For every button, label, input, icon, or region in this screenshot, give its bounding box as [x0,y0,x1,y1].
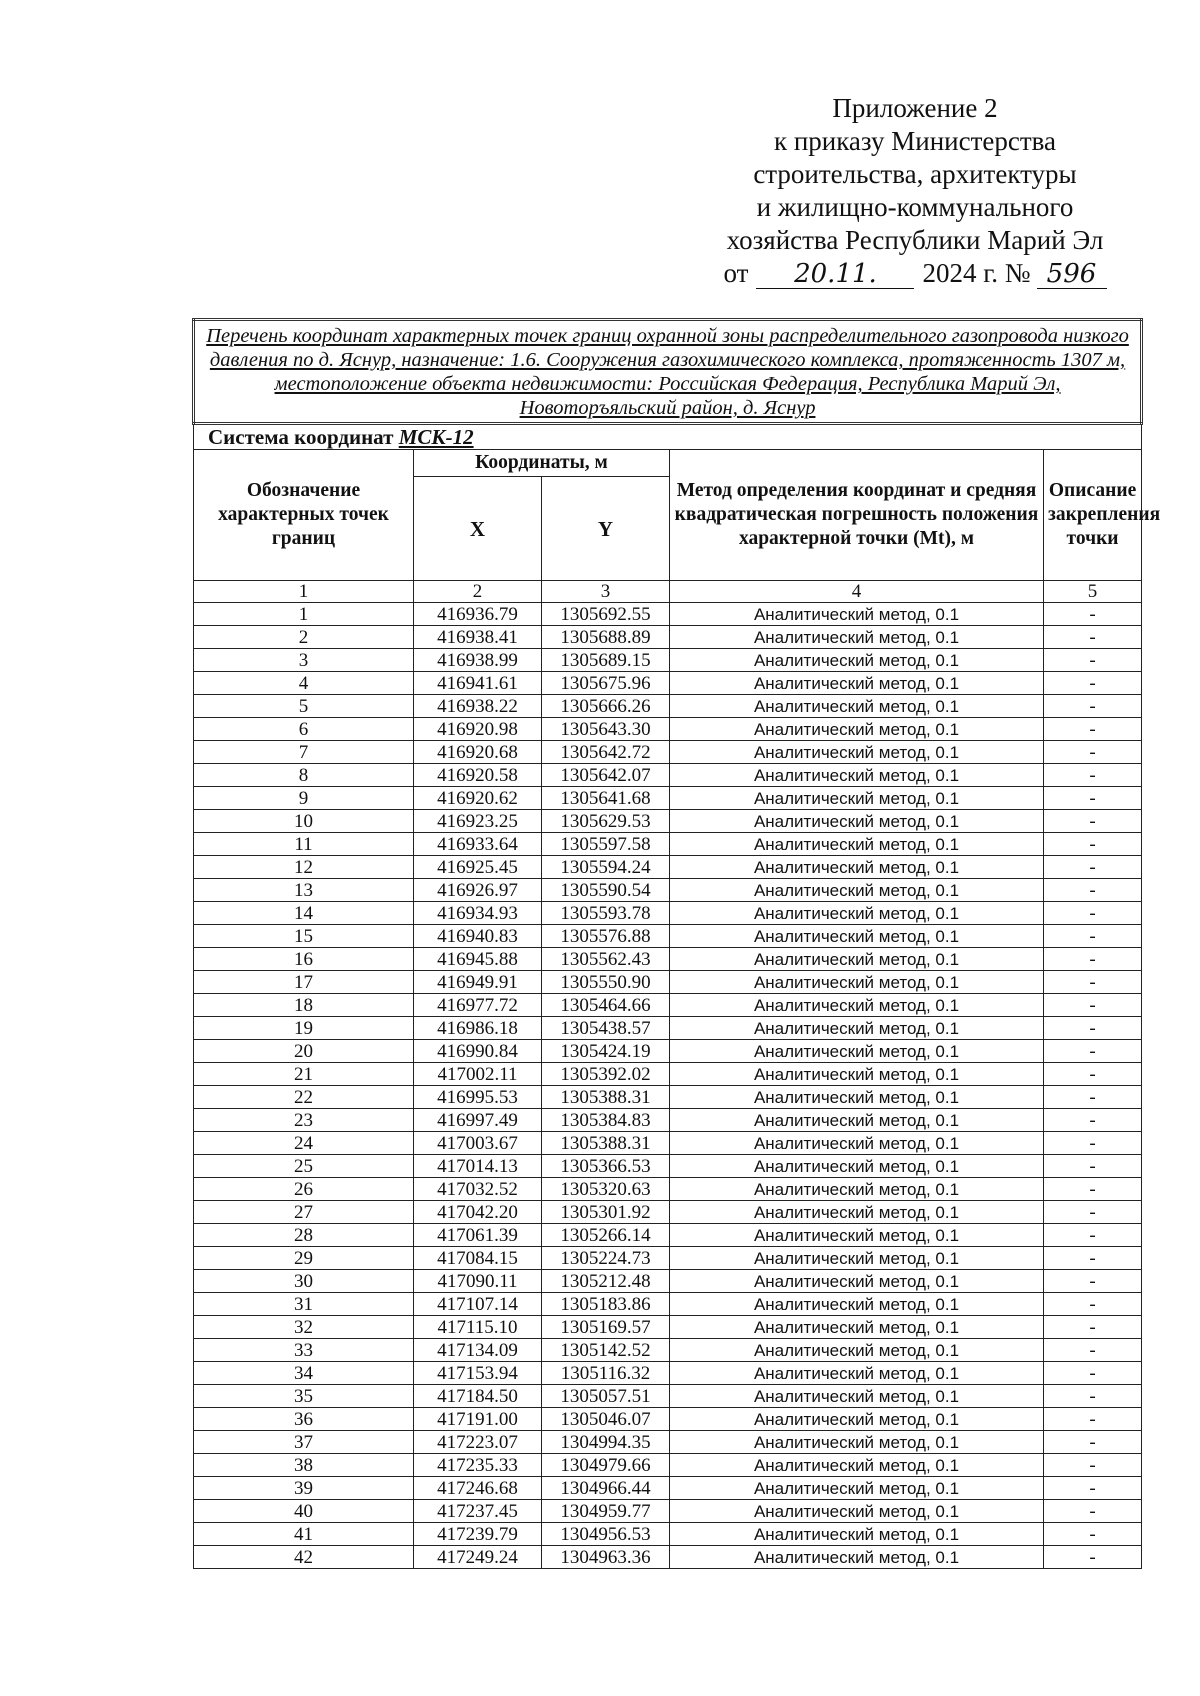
method-cell: Аналитический метод, 0.1 [670,787,1044,810]
table-row [194,856,1142,879]
x-coordinate-cell: 416977.72 [414,994,542,1017]
description-cell: - [1044,1063,1142,1086]
method-cell: Аналитический метод, 0.1 [670,1500,1044,1523]
point-number-cell: 27 [194,1201,414,1224]
description-cell: - [1044,833,1142,856]
table-row [194,1247,1142,1270]
table-row [194,1477,1142,1500]
method-cell: Аналитический метод, 0.1 [670,626,1044,649]
order-number-handwritten: 596 [1037,260,1107,289]
y-coordinate-cell: 1304956.53 [542,1523,670,1546]
description-cell: - [1044,1477,1142,1500]
description-cell: - [1044,971,1142,994]
y-coordinate-cell: 1305046.07 [542,1408,670,1431]
point-number-cell: 39 [194,1477,414,1500]
description-cell: - [1044,810,1142,833]
table-row [194,741,1142,764]
table-row [194,879,1142,902]
method-cell: Аналитический метод, 0.1 [670,718,1044,741]
table-row [194,718,1142,741]
table-title: Перечень координат характерных точек границ охранной зоны распределительного газопровода низкого давления по д. Яснур, назначение: 1.6. Сооружения газохимического комплекса, протяженность 1307 м, местоположение объекта недвижимости: Российская Федерация, Республика Марий Эл, Новоторъяльский район, д. Яснур [194,320,1142,424]
description-cell: - [1044,902,1142,925]
table-row [194,971,1142,994]
table-row [194,1316,1142,1339]
method-cell: Аналитический метод, 0.1 [670,1362,1044,1385]
table-row [194,1293,1142,1316]
table-row [194,764,1142,787]
appendix-header [680,92,1150,290]
point-number-cell: 15 [194,925,414,948]
x-coordinate-cell: 417084.15 [414,1247,542,1270]
x-coordinate-cell: 417184.50 [414,1385,542,1408]
description-cell: - [1044,1500,1142,1523]
y-coordinate-cell: 1305689.15 [542,649,670,672]
description-cell: - [1044,1362,1142,1385]
y-coordinate-cell: 1305562.43 [542,948,670,971]
x-coordinate-cell: 417235.33 [414,1454,542,1477]
description-cell: - [1044,948,1142,971]
method-cell: Аналитический метод, 0.1 [670,1454,1044,1477]
description-cell: - [1044,603,1142,626]
x-coordinate-cell: 417003.67 [414,1132,542,1155]
point-number-cell: 21 [194,1063,414,1086]
point-number-cell: 13 [194,879,414,902]
x-coordinate-cell: 416940.83 [414,925,542,948]
point-number-cell: 22 [194,1086,414,1109]
method-cell: Аналитический метод, 0.1 [670,603,1044,626]
header-line: Приложение 2 [832,93,998,123]
y-coordinate-cell: 1305142.52 [542,1339,670,1362]
column-number: 4 [670,581,1044,603]
method-cell: Аналитический метод, 0.1 [670,1201,1044,1224]
method-cell: Аналитический метод, 0.1 [670,1431,1044,1454]
point-number-cell: 35 [194,1385,414,1408]
method-cell: Аналитический метод, 0.1 [670,1293,1044,1316]
x-coordinate-cell: 416995.53 [414,1086,542,1109]
table-row [194,649,1142,672]
table-row [194,810,1142,833]
point-number-cell: 4 [194,672,414,695]
description-cell: - [1044,1385,1142,1408]
point-number-cell: 11 [194,833,414,856]
table-row [194,902,1142,925]
coordinates-table [192,318,1161,1569]
point-number-cell: 19 [194,1017,414,1040]
method-cell: Аналитический метод, 0.1 [670,1270,1044,1293]
coordinate-system-value: МСК-12 [398,425,474,449]
column-number: 3 [542,581,670,603]
y-coordinate-cell: 1305464.66 [542,994,670,1017]
x-coordinate-cell: 416997.49 [414,1109,542,1132]
point-number-cell: 29 [194,1247,414,1270]
x-coordinate-cell: 416933.64 [414,833,542,856]
description-cell: - [1044,1040,1142,1063]
x-coordinate-cell: 416923.25 [414,810,542,833]
method-cell: Аналитический метод, 0.1 [670,672,1044,695]
y-coordinate-cell: 1305224.73 [542,1247,670,1270]
method-cell: Аналитический метод, 0.1 [670,1385,1044,1408]
method-cell: Аналитический метод, 0.1 [670,1132,1044,1155]
method-cell: Аналитический метод, 0.1 [670,1155,1044,1178]
y-coordinate-cell: 1305666.26 [542,695,670,718]
description-cell: - [1044,1408,1142,1431]
description-cell: - [1044,718,1142,741]
method-cell: Аналитический метод, 0.1 [670,833,1044,856]
y-coordinate-cell: 1305642.72 [542,741,670,764]
y-coordinate-cell: 1305320.63 [542,1178,670,1201]
point-number-cell: 20 [194,1040,414,1063]
y-coordinate-cell: 1305590.54 [542,879,670,902]
table-row [194,1454,1142,1477]
point-number-cell: 24 [194,1132,414,1155]
x-coordinate-cell: 416938.99 [414,649,542,672]
point-number-cell: 37 [194,1431,414,1454]
x-coordinate-cell: 417090.11 [414,1270,542,1293]
table-row [194,994,1142,1017]
point-number-cell: 34 [194,1362,414,1385]
point-number-cell: 26 [194,1178,414,1201]
method-cell: Аналитический метод, 0.1 [670,1408,1044,1431]
method-cell: Аналитический метод, 0.1 [670,971,1044,994]
point-number-cell: 40 [194,1500,414,1523]
y-coordinate-cell: 1305057.51 [542,1385,670,1408]
method-cell: Аналитический метод, 0.1 [670,1546,1044,1569]
table-row [194,1546,1142,1569]
x-coordinate-cell: 417014.13 [414,1155,542,1178]
description-cell: - [1044,1523,1142,1546]
method-cell: Аналитический метод, 0.1 [670,879,1044,902]
x-coordinate-cell: 416938.22 [414,695,542,718]
method-cell: Аналитический метод, 0.1 [670,1224,1044,1247]
description-cell: - [1044,1201,1142,1224]
description-cell: - [1044,879,1142,902]
y-coordinate-cell: 1304994.35 [542,1431,670,1454]
table-row [194,1523,1142,1546]
y-coordinate-cell: 1305424.19 [542,1040,670,1063]
method-cell: Аналитический метод, 0.1 [670,1178,1044,1201]
y-coordinate-cell: 1305116.32 [542,1362,670,1385]
y-coordinate-cell: 1305593.78 [542,902,670,925]
method-cell: Аналитический метод, 0.1 [670,1477,1044,1500]
y-coordinate-cell: 1305388.31 [542,1086,670,1109]
point-number-cell: 23 [194,1109,414,1132]
y-coordinate-cell: 1305643.30 [542,718,670,741]
point-number-cell: 25 [194,1155,414,1178]
column-number: 1 [194,581,414,603]
column-numbers-row [194,581,1142,603]
y-coordinate-cell: 1305266.14 [542,1224,670,1247]
table-row [194,1408,1142,1431]
table-row [194,925,1142,948]
x-coordinate-cell: 417191.00 [414,1408,542,1431]
table-row [194,833,1142,856]
x-coordinate-cell: 417115.10 [414,1316,542,1339]
x-coordinate-cell: 417061.39 [414,1224,542,1247]
x-coordinate-cell: 417223.07 [414,1431,542,1454]
point-number-cell: 2 [194,626,414,649]
table-row [194,1178,1142,1201]
x-coordinate-cell: 416934.93 [414,902,542,925]
description-cell: - [1044,1454,1142,1477]
x-coordinate-cell: 417107.14 [414,1293,542,1316]
point-number-cell: 1 [194,603,414,626]
y-coordinate-cell: 1304979.66 [542,1454,670,1477]
x-coordinate-cell: 416945.88 [414,948,542,971]
point-number-cell: 28 [194,1224,414,1247]
coordinate-system [194,424,1142,450]
x-coordinate-cell: 416920.68 [414,741,542,764]
method-cell: Аналитический метод, 0.1 [670,1109,1044,1132]
y-coordinate-cell: 1305384.83 [542,1109,670,1132]
description-cell: - [1044,626,1142,649]
y-coordinate-cell: 1305675.96 [542,672,670,695]
table-row [194,1224,1142,1247]
x-coordinate-cell: 416938.41 [414,626,542,649]
point-number-cell: 17 [194,971,414,994]
table-row [194,695,1142,718]
x-coordinate-cell: 416925.45 [414,856,542,879]
x-coordinate-cell: 417249.24 [414,1546,542,1569]
table-row [194,1431,1142,1454]
description-cell: - [1044,1546,1142,1569]
y-coordinate-cell: 1305392.02 [542,1063,670,1086]
table-row [194,1155,1142,1178]
description-cell: - [1044,1224,1142,1247]
table-row [194,672,1142,695]
order-date-line [680,257,1150,290]
point-number-cell: 10 [194,810,414,833]
x-coordinate-cell: 416986.18 [414,1017,542,1040]
description-cell: - [1044,1339,1142,1362]
x-coordinate-cell: 417246.68 [414,1477,542,1500]
table-row [194,1086,1142,1109]
point-number-cell: 18 [194,994,414,1017]
x-coordinate-cell: 416920.98 [414,718,542,741]
y-coordinate-cell: 1305642.07 [542,764,670,787]
description-cell: - [1044,1132,1142,1155]
table-row [194,787,1142,810]
y-coordinate-cell: 1304959.77 [542,1500,670,1523]
column-number: 5 [1044,581,1142,603]
table-row [194,1385,1142,1408]
y-coordinate-cell: 1304966.44 [542,1477,670,1500]
x-coordinate-cell: 417032.52 [414,1178,542,1201]
method-cell: Аналитический метод, 0.1 [670,1040,1044,1063]
point-number-cell: 38 [194,1454,414,1477]
description-cell: - [1044,1178,1142,1201]
method-cell: Аналитический метод, 0.1 [670,1086,1044,1109]
method-cell: Аналитический метод, 0.1 [670,902,1044,925]
order-date-handwritten: 20.11. [756,260,914,289]
description-cell: - [1044,672,1142,695]
description-cell: - [1044,1155,1142,1178]
table-row [194,603,1142,626]
description-cell: - [1044,741,1142,764]
table-row [194,1040,1142,1063]
point-number-cell: 33 [194,1339,414,1362]
header-line: и жилищно-коммунального [756,192,1074,222]
method-cell: Аналитический метод, 0.1 [670,810,1044,833]
method-cell: Аналитический метод, 0.1 [670,1063,1044,1086]
description-cell: - [1044,994,1142,1017]
header-line: хозяйства Республики Марий Эл [726,225,1104,255]
description-cell: - [1044,1293,1142,1316]
method-cell: Аналитический метод, 0.1 [670,1523,1044,1546]
method-cell: Аналитический метод, 0.1 [670,948,1044,971]
method-cell: Аналитический метод, 0.1 [670,1017,1044,1040]
point-number-cell: 8 [194,764,414,787]
header-description: Описание закрепления точки [1044,450,1142,581]
order-year: 2024 г. № [922,258,1031,288]
y-coordinate-cell: 1304963.36 [542,1546,670,1569]
y-coordinate-cell: 1305183.86 [542,1293,670,1316]
y-coordinate-cell: 1305169.57 [542,1316,670,1339]
table-row [194,1109,1142,1132]
x-coordinate-cell: 416941.61 [414,672,542,695]
header-method: Метод определения координат и средняя квадратическая погрешность положения характерной точки (Mt), м [670,450,1044,581]
point-number-cell: 5 [194,695,414,718]
y-coordinate-cell: 1305688.89 [542,626,670,649]
x-coordinate-cell: 417042.20 [414,1201,542,1224]
description-cell: - [1044,649,1142,672]
y-coordinate-cell: 1305641.68 [542,787,670,810]
point-number-cell: 31 [194,1293,414,1316]
table-row [194,1339,1142,1362]
description-cell: - [1044,764,1142,787]
point-number-cell: 14 [194,902,414,925]
method-cell: Аналитический метод, 0.1 [670,1339,1044,1362]
x-coordinate-cell: 416920.58 [414,764,542,787]
table-row [194,948,1142,971]
table-row [194,1362,1142,1385]
header-coordinates: Координаты, м [414,450,670,477]
point-number-cell: 12 [194,856,414,879]
order-prefix: от [723,258,749,288]
table-row [194,1132,1142,1155]
header-y: Y [542,477,670,581]
x-coordinate-cell: 417153.94 [414,1362,542,1385]
column-number: 2 [414,581,542,603]
table-row [194,1017,1142,1040]
table-row [194,1063,1142,1086]
coordinates-table-wrapper [192,318,1161,1569]
y-coordinate-cell: 1305576.88 [542,925,670,948]
method-cell: Аналитический метод, 0.1 [670,741,1044,764]
point-number-cell: 6 [194,718,414,741]
description-cell: - [1044,787,1142,810]
table-row [194,1201,1142,1224]
y-coordinate-cell: 1305388.31 [542,1132,670,1155]
y-coordinate-cell: 1305301.92 [542,1201,670,1224]
description-cell: - [1044,1316,1142,1339]
x-coordinate-cell: 416920.62 [414,787,542,810]
x-coordinate-cell: 417239.79 [414,1523,542,1546]
coordinate-system-label: Система координат [208,425,394,449]
point-number-cell: 42 [194,1546,414,1569]
y-coordinate-cell: 1305212.48 [542,1270,670,1293]
description-cell: - [1044,1270,1142,1293]
table-row [194,1270,1142,1293]
y-coordinate-cell: 1305550.90 [542,971,670,994]
x-coordinate-cell: 416990.84 [414,1040,542,1063]
y-coordinate-cell: 1305438.57 [542,1017,670,1040]
y-coordinate-cell: 1305692.55 [542,603,670,626]
x-coordinate-cell: 417002.11 [414,1063,542,1086]
description-cell: - [1044,1109,1142,1132]
description-cell: - [1044,1431,1142,1454]
method-cell: Аналитический метод, 0.1 [670,1247,1044,1270]
method-cell: Аналитический метод, 0.1 [670,925,1044,948]
point-number-cell: 30 [194,1270,414,1293]
method-cell: Аналитический метод, 0.1 [670,1316,1044,1339]
point-number-cell: 16 [194,948,414,971]
y-coordinate-cell: 1305597.58 [542,833,670,856]
header-x: X [414,477,542,581]
method-cell: Аналитический метод, 0.1 [670,649,1044,672]
method-cell: Аналитический метод, 0.1 [670,695,1044,718]
point-number-cell: 3 [194,649,414,672]
method-cell: Аналитический метод, 0.1 [670,856,1044,879]
x-coordinate-cell: 417134.09 [414,1339,542,1362]
x-coordinate-cell: 417237.45 [414,1500,542,1523]
header-line: строительства, архитектуры [753,159,1077,189]
table-row [194,626,1142,649]
description-cell: - [1044,856,1142,879]
description-cell: - [1044,695,1142,718]
point-number-cell: 32 [194,1316,414,1339]
method-cell: Аналитический метод, 0.1 [670,994,1044,1017]
table-row [194,1500,1142,1523]
y-coordinate-cell: 1305594.24 [542,856,670,879]
description-cell: - [1044,1086,1142,1109]
description-cell: - [1044,1247,1142,1270]
x-coordinate-cell: 416936.79 [414,603,542,626]
point-number-cell: 36 [194,1408,414,1431]
header-line: к приказу Министерства [773,126,1057,156]
description-cell: - [1044,1017,1142,1040]
point-number-cell: 9 [194,787,414,810]
x-coordinate-cell: 416949.91 [414,971,542,994]
point-number-cell: 41 [194,1523,414,1546]
point-number-cell: 7 [194,741,414,764]
header-designation: Обозначение характерных точек границ [194,450,414,581]
x-coordinate-cell: 416926.97 [414,879,542,902]
y-coordinate-cell: 1305366.53 [542,1155,670,1178]
description-cell: - [1044,925,1142,948]
y-coordinate-cell: 1305629.53 [542,810,670,833]
method-cell: Аналитический метод, 0.1 [670,764,1044,787]
